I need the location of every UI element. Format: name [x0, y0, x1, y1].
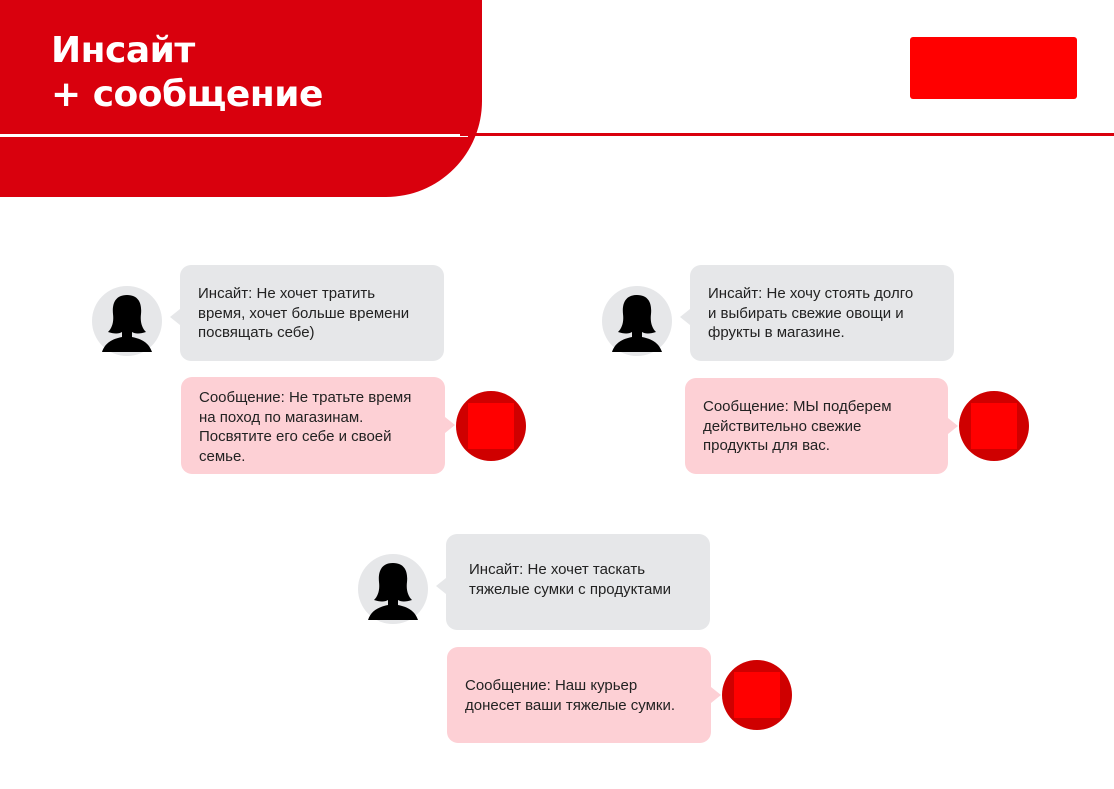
message-2-line-2: действительно свежие [703, 417, 862, 435]
insight-bubble-2 [690, 265, 954, 361]
insight-2-line-1: Инсайт: Не хочу стоять долго [708, 285, 914, 302]
message-1-line-3: Посвятите его себе и своей [199, 428, 392, 445]
header-divider-red [460, 133, 1114, 136]
header-divider-white [0, 134, 468, 137]
insight-1-line-2: время, хочет больше времени [198, 304, 410, 322]
insight-1-line-1: Инсайт: Не хочет тратить [198, 285, 376, 302]
insight-2-line-2: и выбирать свежие овощи и [708, 304, 904, 322]
woman-avatar-icon [602, 286, 672, 356]
page-title [51, 29, 323, 117]
message-1-line-1: Сообщение: Не тратьте время [199, 389, 412, 406]
message-2-line-3: продукты для вас. [703, 437, 830, 454]
insight-bubble-3 [446, 534, 710, 630]
page-title-line1: Инсайт [51, 30, 195, 71]
insight-2-line-3: фрукты в магазине. [708, 324, 845, 341]
insight-bubble-1 [180, 265, 444, 361]
insight-3-line-1: Инсайт: Не хочет таскать [469, 561, 646, 578]
message-1-line-4: семье. [199, 447, 246, 465]
message-bubble-3 [447, 647, 711, 743]
message-bubble-2 [685, 378, 948, 474]
insight-1-line-3: посвящать себе) [198, 324, 315, 341]
message-bubble-1 [181, 377, 445, 474]
insight-3-line-2: тяжелые сумки с продуктами [469, 580, 672, 598]
brand-logo [910, 37, 1077, 99]
woman-avatar-icon [92, 286, 162, 356]
brand-logo-icon [722, 660, 792, 730]
brand-logo-icon [456, 391, 526, 461]
message-1-line-2: на поход по магазинам. [199, 408, 364, 426]
page-title-line2: + сообщение [51, 74, 323, 115]
message-3-line-1: Сообщение: Наш курьер [465, 677, 638, 694]
woman-avatar-icon [358, 554, 428, 624]
message-3-line-2: донесет ваши тяжелые сумки. [465, 696, 675, 714]
message-2-line-1: Сообщение: МЫ подберем [703, 398, 892, 415]
brand-logo-icon [959, 391, 1029, 461]
